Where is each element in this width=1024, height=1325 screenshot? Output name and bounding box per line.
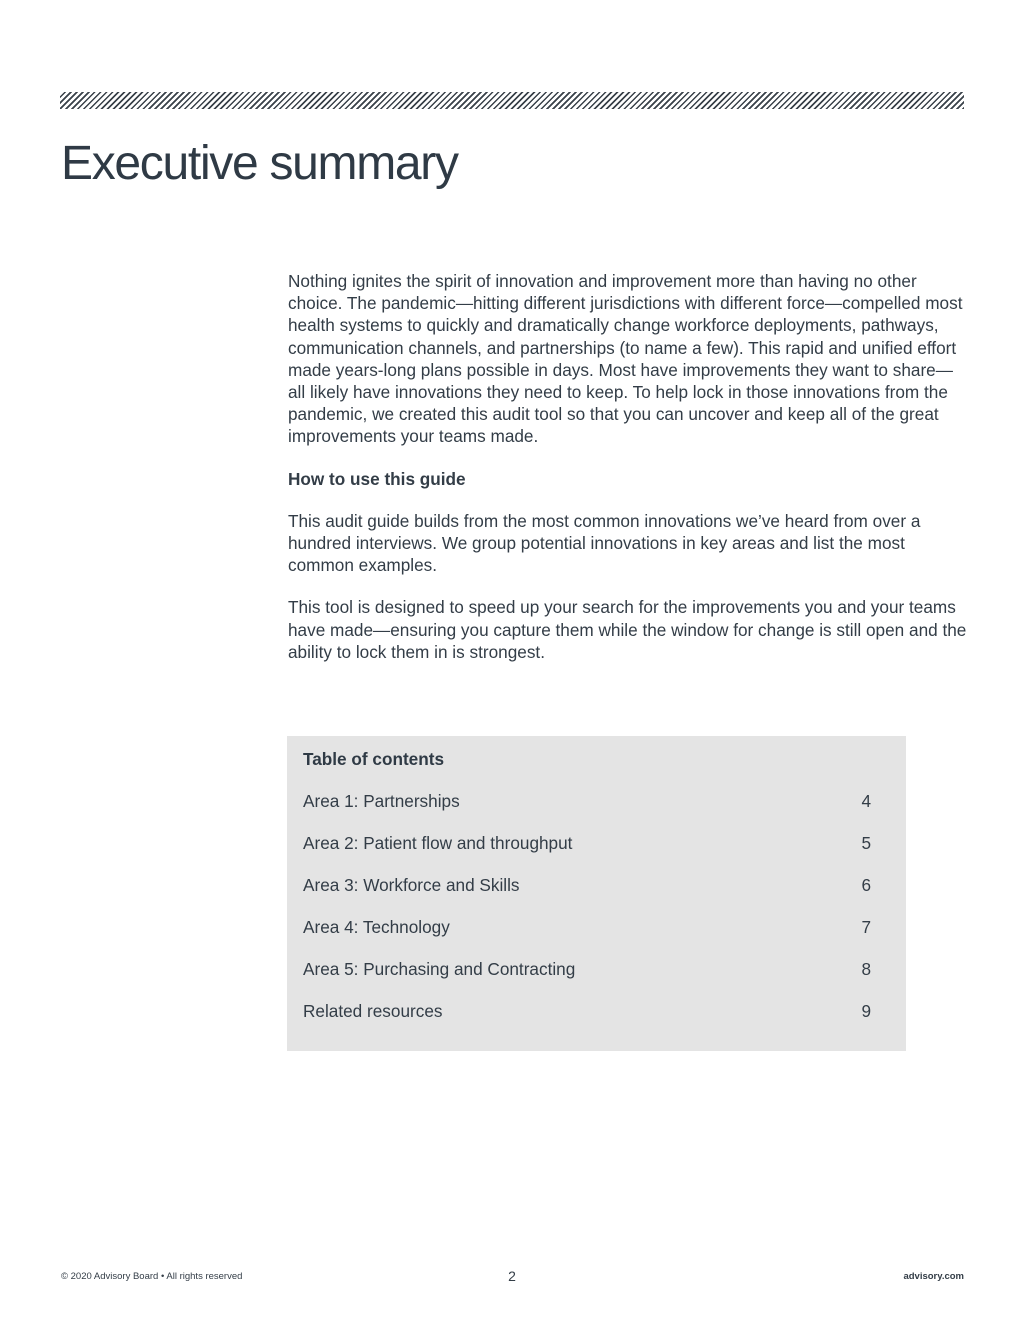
toc-heading: Table of contents	[303, 749, 445, 769]
toc-item-technology[interactable]	[303, 916, 871, 938]
footer-page-number: 2	[508, 1268, 516, 1284]
toc-item-label: Area 2: Patient flow and throughput	[303, 833, 573, 853]
toc-item-related-resources[interactable]	[303, 1000, 871, 1022]
toc-item-label: Area 5: Purchasing and Contracting	[303, 959, 576, 979]
toc-item-workforce[interactable]	[303, 874, 871, 896]
toc-item-page: 9	[861, 1001, 871, 1021]
toc-item-label: Related resources	[303, 1001, 443, 1021]
table-of-contents	[287, 736, 906, 1051]
toc-item-label: Area 3: Workforce and Skills	[303, 875, 520, 895]
guide-heading: How to use this guide	[288, 468, 466, 489]
footer-website-link[interactable]: advisory.com	[903, 1271, 964, 1282]
toc-item-page: 8	[861, 959, 871, 979]
toc-item-page: 6	[861, 875, 871, 895]
toc-item-page: 7	[861, 917, 871, 937]
body-content	[288, 270, 968, 683]
intro-paragraph: Nothing ignites the spirit of innovation and improvement more than having no other choice. The pandemic—hitting different jurisdictions with different force—compelled most health systems to quickly and dramatically change workforce deployments, pathways, communication channels, and partnerships (to name a few). This rapid and unified effort made years-long plans possible in days. Most have improvements they want to share—all likely have innovations they need to keep. To help lock in those innovations from the pandemic, we created this audit tool so that you can uncover and keep all of the great improvements your teams made.	[288, 271, 963, 447]
page-title: Executive summary	[61, 137, 458, 190]
toc-item-page: 4	[861, 791, 871, 811]
guide-paragraph-2: This tool is designed to speed up your search for the improvements you and your teams have made—ensuring you capture them while the window for change is still open and the ability to lock them in is strongest.	[288, 597, 967, 662]
footer-copyright: © 2020 Advisory Board • All rights reserved	[61, 1271, 243, 1282]
toc-item-purchasing[interactable]	[303, 958, 871, 980]
toc-item-label: Area 4: Technology	[303, 917, 450, 937]
toc-item-page: 5	[861, 833, 871, 853]
toc-item-patient-flow[interactable]	[303, 832, 871, 854]
toc-item-label: Area 1: Partnerships	[303, 791, 460, 811]
hatched-divider	[60, 92, 964, 109]
guide-paragraph-1: This audit guide builds from the most common innovations we’ve heard from over a hundred interviews. We group potential innovations in key areas and list the most common examples.	[288, 510, 921, 576]
toc-item-partnerships[interactable]	[303, 790, 871, 812]
